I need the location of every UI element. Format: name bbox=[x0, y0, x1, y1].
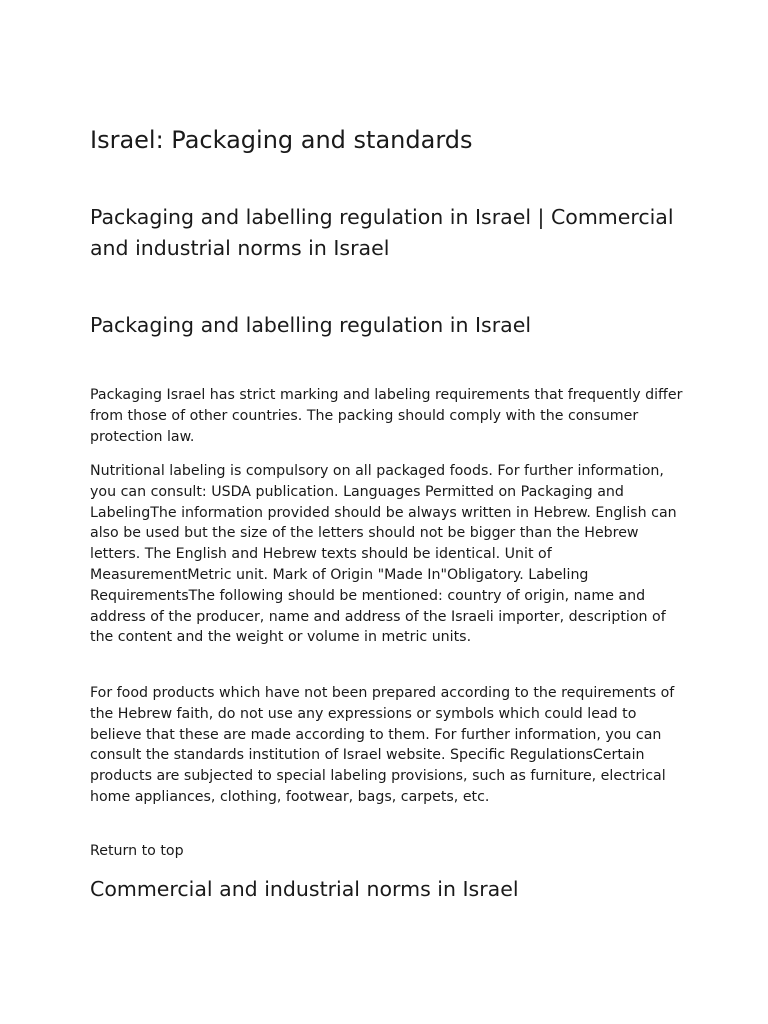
page-subtitle: Packaging and labelling regulation in Israel | Commercial and industrial norms in Israel bbox=[90, 205, 674, 260]
section-heading-labelling: Packaging and labelling regulation in Israel bbox=[90, 313, 532, 337]
return-to-top-link[interactable]: Return to top bbox=[90, 843, 184, 859]
page-title: Israel: Packaging and standards bbox=[90, 126, 473, 154]
paragraph-packaging-intro: Packaging Israel has strict marking and labeling requirements that frequently differ from those of other countries. The packing should comply with the consumer protection law. bbox=[90, 387, 683, 445]
paragraph-nutritional-labeling: Nutritional labeling is compulsory on all packaged foods. For further information, you can consult: USDA publication. Languages Permitted on Packaging and LabelingThe information provided should be always written in Hebrew. English can also be used but the size of the letters should not be bigger than the Hebrew letters. The English and Hebrew texts should be identical. Unit of MeasurementMetric unit. Mark of Origin "Made In"Obligatory. Labeling RequirementsThe following should be mentioned: country of origin, name and address of the producer, name and address of the Israeli importer, description of the content and the weight or volume in metric units. bbox=[90, 463, 677, 646]
section-heading-norms: Commercial and industrial norms in Israel bbox=[90, 877, 519, 901]
paragraph-food-products: For food products which have not been prepared according to the requirements of the Hebrew faith, do not use any expressions or symbols which could lead to believe that these are made according to them. For further information, you can consult the standards institution of Israel website. Specific RegulationsCertain products are subjected to special labeling provisions, such as furniture, electrical home appliances, clothing, footwear, bags, carpets, etc. bbox=[90, 685, 675, 805]
